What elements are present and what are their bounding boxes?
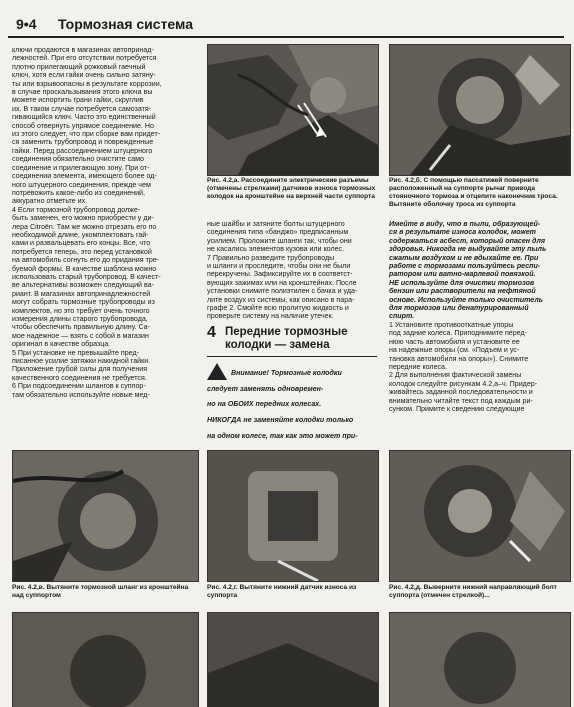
text-line: работе с тормозами пользуйтесь респи- (389, 262, 541, 271)
text-line: здоровья. Никогда не выдувайте эту пыль (389, 245, 547, 254)
text-line: Внимание! Тормозные колодки (231, 369, 342, 378)
warning-block (207, 362, 383, 463)
text-line: необходимой длине, укомплектовать гай- (12, 230, 149, 239)
text-line: лежностей. При его отсутствии потребуется (12, 54, 157, 63)
text-line: соединения обязательно очистите само (12, 155, 144, 164)
text-line: установки снимите полиэтилен с бачка и уда- (207, 287, 358, 296)
section-heading (207, 322, 377, 358)
photo-4-2-d (389, 450, 571, 582)
text-line: можете испортить грани гайки, скруглив (12, 96, 144, 105)
text-line: вующих зажимах или на кронштейнах. После (207, 278, 357, 287)
text-line: способ отвернуть упрямое соединение. Но (12, 121, 154, 130)
text-line: ключи продаются в магазинах автопринад- (12, 46, 154, 54)
text-line: потребуется теперь, это перед установкой (12, 247, 152, 256)
text-line: лера Citroën. Там же можно отрезать его по (12, 222, 157, 231)
text-line: на одном колесе, так как это может при- (207, 431, 358, 440)
text-line: качественного соединения не требуется. (12, 373, 147, 382)
text-line: усилием. Проложите шланги так, чтобы они (207, 236, 352, 245)
text-line: гайки. Перед рассоединением штуцерного (12, 146, 153, 155)
text-line: соединения типа «банджо» предписанным (207, 228, 349, 237)
text-line: ся заменить трубопровод и поврежденные (12, 138, 154, 147)
text-line: использовать старый трубопровод. В качест- (12, 272, 161, 281)
text-line: ты или взрывоопасны в результате коррозии, (12, 79, 162, 88)
text-line: графе 2. Смойте всю пролитую жидкость и (207, 304, 349, 313)
photo-4-2-b (389, 44, 571, 176)
text-line: соединение и прилегающую зону. При от- (12, 163, 150, 172)
text-line: лите воздух из системы, как описано в пара- (207, 295, 355, 304)
text-line: следует заменять одновремен- (207, 384, 324, 393)
text-line: 1 Установите противооткатные упоры (389, 320, 514, 329)
text-line: перекручены. Зафиксируйте их в соответст- (207, 270, 353, 279)
text-line: риант. В магазинах автопринадлежностей (12, 289, 151, 298)
text-line: ратором или ватно-марлевой повязкой. (389, 270, 536, 279)
text-line: буемой формы. В качестве шаблона можно (12, 264, 157, 273)
chapter-title: Тормозная система (58, 16, 193, 32)
text-line: спирт. (389, 312, 415, 321)
section-rule (207, 356, 377, 357)
text-line: писанное усилие затяжки накидной гайки. (12, 357, 151, 366)
photo-next-1 (12, 612, 199, 707)
text-line: содержаться асбест, который опасен для (389, 236, 546, 245)
text-line: из этого следует, что при сборке вам придет- (12, 130, 161, 139)
text-line: проверьте систему на наличие утечек. (207, 312, 334, 321)
caption-4-2-v: Рис. 4.2,в. Вытяните тормозной шланг из кронштейна над суппортом (12, 584, 189, 599)
text-line: НЕ используйте для очистки тормозов (389, 278, 535, 287)
text-line: сжатым воздухом и не вдыхайте ее. При (389, 253, 539, 262)
text-line: ные шайбы и затяните болты штуцерного (207, 220, 345, 228)
text-line: в случае проскальзывания этого ключа вы (12, 88, 153, 97)
text-line: Имейте в виду, что в пыли, образующей- (389, 220, 541, 228)
section-title: Передние тормозные колодки — замена (225, 326, 348, 351)
caption-4-2-a: Рис. 4.2,а. Рассоедините электрические разъемы (отмечены стрелками) датчиков износа тормозных колодок на кронштейне на верхней части суппорта (207, 177, 376, 200)
text-line: ного штуцерного соединения, прежде чем (12, 180, 151, 189)
text-line: не касались элементов кузова или колес. (207, 245, 345, 254)
text-line: ся в результате износа колодок, может (389, 228, 536, 237)
page-header (4, 6, 564, 40)
caption-4-2-b: Рис. 4.2,б. С помощью пассатижей поверните расположенный на суппорте рычаг привода стояночного тормоза и отцепите наконечник троса. Вытяните оболочку троса из суппорта (389, 177, 558, 208)
text-line: 4 Если тормозной трубопровод долже- (12, 205, 141, 214)
text-line: измерения длины старого трубопровода, (12, 315, 148, 323)
photo-next-3 (389, 612, 571, 707)
text-line: бензин или растворители на нефтяной (389, 287, 536, 296)
text-line: передние колеса. (389, 362, 447, 371)
text-line: основе. Используйте только очиститель (389, 295, 543, 304)
text-line: на автомобиль согнуть его до придания тре- (12, 256, 160, 265)
text-line: внимательно читайте текст под каждым ри- (389, 396, 533, 405)
warning-triangle-icon (207, 363, 227, 380)
text-line: соединении элемента, имеющего более од- (12, 172, 157, 181)
page-number: 9•4 (16, 16, 37, 32)
text-line: гивающийся ключ. Часто это единственный (12, 113, 156, 122)
text-line: чтобы обеспечить правильную длину. Са- (12, 323, 150, 332)
photo-next-2 (207, 612, 379, 707)
text-line: колодок следуйте рисункам 4.2,а–ч. Придер- (389, 379, 538, 388)
text-line: ками и развальцевать его концы. Все, что (12, 239, 151, 248)
text-line: плотно прилегающий рожковый гаечный (12, 62, 146, 71)
text-line: 5 При установке не превышайте пред- (12, 348, 139, 357)
text-line: ключ, хотя если гайки очень сильно затяну- (12, 71, 156, 80)
text-line: ве альтернативы возможен следующий ва- (12, 281, 154, 290)
text-line: их. В таком случае потребуется самозатя- (12, 104, 152, 113)
photo-4-2-v (12, 450, 199, 582)
text-line: могут собрать тормозные трубопроводы из (12, 298, 155, 307)
caption-4-2-g: Рис. 4.2,г. Вытяните нижний датчик износа из суппорта (207, 584, 357, 599)
text-line: нюю часть автомобиля и установите ее (389, 337, 520, 346)
text-line: тановка автомобиля на опоры»). Снимите (389, 354, 529, 363)
text-line: и шланги и проследите, чтобы они не были (207, 262, 351, 271)
text-line: аккуратно отметьте их. (12, 197, 88, 206)
text-line: комплектов, но это требует очень точного (12, 306, 150, 315)
text-line: но на ОБОИХ передних колесах. (207, 400, 322, 409)
text-line: быть заменен, его можно приобрести у ди- (12, 214, 154, 223)
left-text-column (12, 46, 197, 399)
text-line: на надежные опоры (см. «Подъем и ус- (389, 346, 520, 355)
text-line: сунком. Примите к сведению следующие (389, 404, 525, 413)
right-text-column (389, 220, 569, 413)
text-line: НИКОГДА не заменяйте колодки только (207, 416, 354, 425)
text-line: живайтесь заданной последовательности и (389, 388, 533, 397)
text-line: под задние колеса. Приподнимите перед- (389, 329, 527, 338)
text-line: 2 Для выполнения фактической замены (389, 371, 522, 380)
photo-4-2-a (207, 44, 379, 176)
text-line: мое надежное — взять с собой в магазин (12, 331, 149, 340)
text-line: Приложение грубой силы для получения (12, 365, 148, 374)
text-line: 6 При подсоединении шлангов к суппор- (12, 382, 146, 391)
text-line: 7 Правильно разведите трубопроводы (207, 253, 335, 262)
section-number: 4 (207, 324, 216, 341)
text-line: для тормозов или денатурированный (389, 304, 529, 313)
header-rule (8, 36, 564, 38)
text-line: там обязательно используйте новые мед- (12, 390, 150, 399)
middle-text-column (207, 220, 383, 321)
photo-4-2-g (207, 450, 379, 582)
text-line: потревожить какое-либо из соединений, (12, 188, 145, 197)
text-line: оригинал в качестве образца. (12, 340, 111, 349)
caption-4-2-d: Рис. 4.2,д. Выверните нижний направляющий болт суппорта (отмечен стрелкой)... (389, 584, 557, 599)
